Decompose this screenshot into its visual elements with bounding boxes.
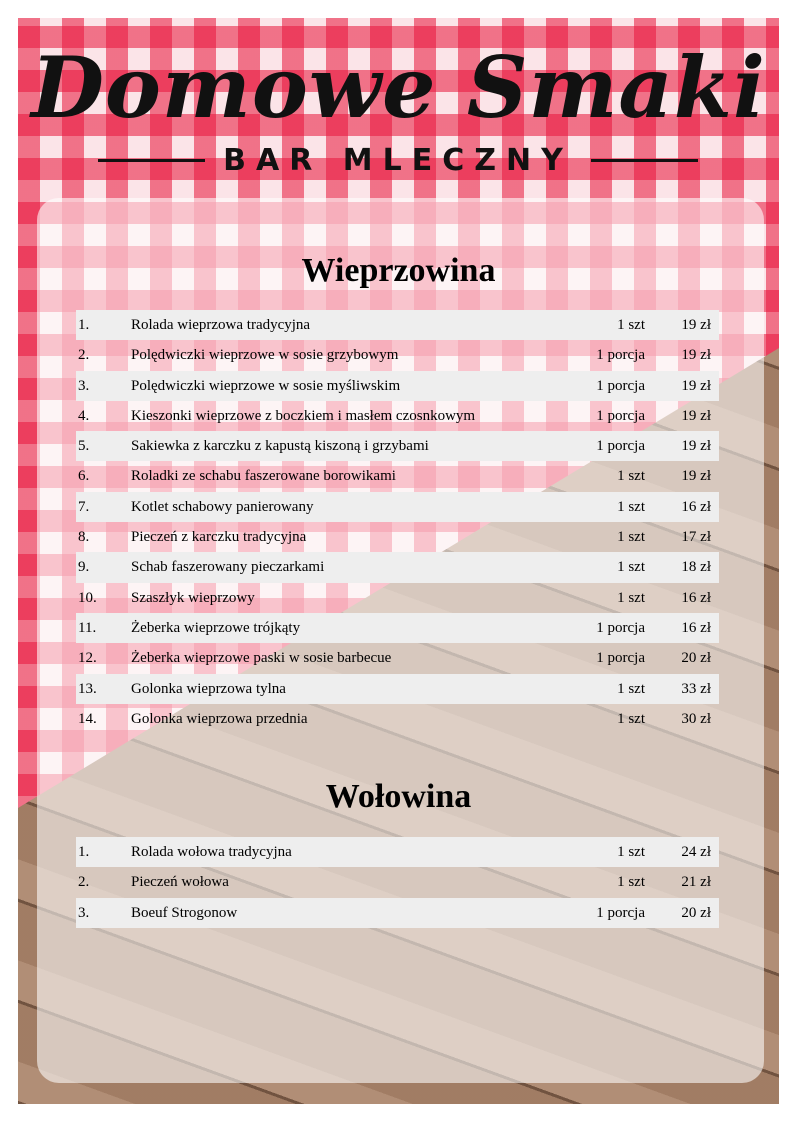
section-title-wolowina: Wołowina — [325, 778, 472, 815]
menu-item-qty: 1 szt — [617, 468, 645, 485]
menu-item-name: Pieczeń z karczku tradycyjna — [131, 529, 307, 546]
menu-item-qty: 1 szt — [617, 844, 645, 860]
menu-item-qty: 1 porcja — [596, 904, 645, 921]
menu-item-price: 20 zł — [681, 904, 711, 921]
menu-item-price: 19 zł — [681, 468, 711, 485]
menu-sheet — [18, 18, 779, 1104]
menu-item-row — [76, 674, 719, 704]
menu-item-num: 3. — [78, 904, 90, 921]
menu-item-name: Golonka wieprzowa przednia — [131, 710, 308, 727]
menu-item-qty: 1 porcja — [596, 377, 645, 394]
menu-item-price: 16 zł — [681, 589, 711, 606]
menu-item-price: 18 zł — [681, 559, 711, 576]
menu-item-price: 20 zł — [681, 650, 711, 667]
menu-item-price: 19 zł — [681, 347, 711, 364]
subtitle: BAR MLECZNY — [223, 142, 573, 178]
menu-item-num: 12. — [78, 650, 97, 667]
subtitle-right-rule — [591, 159, 698, 162]
menu-item-row — [76, 837, 719, 867]
menu-item-name: Golonka wieprzowa tylna — [131, 680, 286, 697]
menu-item-num: 13. — [78, 680, 97, 697]
menu-item-price: 16 zł — [681, 498, 711, 515]
menu-item-num: 10. — [78, 589, 97, 606]
menu-item-name: Żeberka wieprzowe trójkąty — [131, 619, 301, 636]
menu-item-num: 8. — [78, 529, 90, 546]
brand-logo-text: Domowe Smaki — [31, 38, 766, 137]
menu-item-qty: 1 szt — [617, 874, 645, 891]
menu-item-qty: 1 porcja — [596, 347, 645, 364]
menu-item-name: Pieczeń wołowa — [131, 874, 229, 891]
menu-item-num: 6. — [78, 468, 90, 485]
menu-item-row — [76, 613, 719, 643]
menu-item-qty: 1 szt — [617, 498, 645, 515]
menu-list-wieprzowina — [76, 310, 719, 734]
menu-item-name: Roladki ze schabu faszerowane borowikami — [131, 468, 396, 485]
menu-item-row — [76, 461, 719, 491]
menu-item-num: 1. — [78, 317, 90, 333]
menu-item-qty: 1 porcja — [596, 407, 645, 424]
menu-item-price: 16 zł — [681, 619, 711, 636]
menu-item-name: Rolada wieprzowa tradycyjna — [131, 317, 311, 333]
menu-item-price: 19 zł — [681, 377, 711, 394]
menu-item-row — [76, 522, 719, 552]
menu-item-row — [76, 431, 719, 461]
menu-item-row — [76, 867, 719, 897]
menu-item-num: 2. — [78, 874, 90, 891]
menu-item-row — [76, 492, 719, 522]
menu-item-row — [76, 310, 719, 340]
menu-item-name: Kieszonki wieprzowe z boczkiem i masłem czosnkowym — [131, 407, 476, 424]
menu-item-qty: 1 porcja — [596, 619, 645, 636]
menu-item-name: Żeberka wieprzowe paski w sosie barbecue — [131, 650, 392, 667]
menu-item-num: 14. — [78, 710, 97, 727]
menu-item-row — [76, 552, 719, 582]
menu-item-name: Schab faszerowany pieczarkami — [131, 559, 325, 576]
menu-item-name: Rolada wołowa tradycyjna — [131, 844, 292, 860]
menu-item-qty: 1 szt — [617, 317, 645, 333]
menu-item-price: 19 zł — [681, 438, 711, 455]
menu-item-qty: 1 szt — [617, 589, 645, 606]
menu-item-name: Polędwiczki wieprzowe w sosie grzybowym — [131, 347, 399, 364]
menu-item-qty: 1 szt — [617, 529, 645, 546]
menu-item-row — [76, 898, 719, 928]
menu-item-num: 9. — [78, 559, 90, 576]
menu-item-price: 21 zł — [681, 874, 711, 891]
menu-item-num: 2. — [78, 347, 90, 364]
menu-header — [18, 18, 779, 208]
menu-item-row — [76, 401, 719, 431]
menu-item-num: 5. — [78, 438, 90, 455]
menu-item-price: 24 zł — [681, 844, 711, 860]
menu-item-row — [76, 643, 719, 673]
menu-item-price: 19 zł — [681, 317, 711, 333]
menu-item-num: 4. — [78, 407, 90, 424]
menu-item-num: 7. — [78, 498, 90, 515]
subtitle-row — [98, 143, 698, 177]
menu-item-name: Polędwiczki wieprzowe w sosie myśliwskim — [131, 377, 401, 394]
menu-item-name: Kotlet schabowy panierowany — [131, 498, 314, 515]
menu-item-num: 3. — [78, 377, 90, 394]
menu-item-price: 33 zł — [681, 680, 711, 697]
menu-item-row — [76, 704, 719, 734]
menu-list-wolowina — [76, 837, 719, 928]
menu-item-qty: 1 porcja — [596, 438, 645, 455]
menu-item-price: 30 zł — [681, 710, 711, 727]
menu-item-qty: 1 porcja — [596, 650, 645, 667]
menu-item-name: Boeuf Strogonow — [131, 904, 238, 921]
menu-item-name: Sakiewka z karczku z kapustą kiszoną i grzybami — [131, 438, 429, 455]
menu-item-num: 1. — [78, 844, 90, 860]
menu-item-num: 11. — [78, 619, 97, 636]
menu-item-qty: 1 szt — [617, 559, 645, 576]
menu-item-price: 17 zł — [681, 529, 711, 546]
section-title-wieprzowina: Wieprzowina — [301, 252, 496, 289]
menu-item-row — [76, 340, 719, 370]
menu-item-name: Szaszłyk wieprzowy — [131, 589, 255, 606]
menu-item-qty: 1 szt — [617, 680, 645, 697]
menu-item-row — [76, 371, 719, 401]
subtitle-left-rule — [98, 159, 205, 162]
menu-item-row — [76, 583, 719, 613]
menu-item-qty: 1 szt — [617, 710, 645, 727]
menu-item-price: 19 zł — [681, 407, 711, 424]
